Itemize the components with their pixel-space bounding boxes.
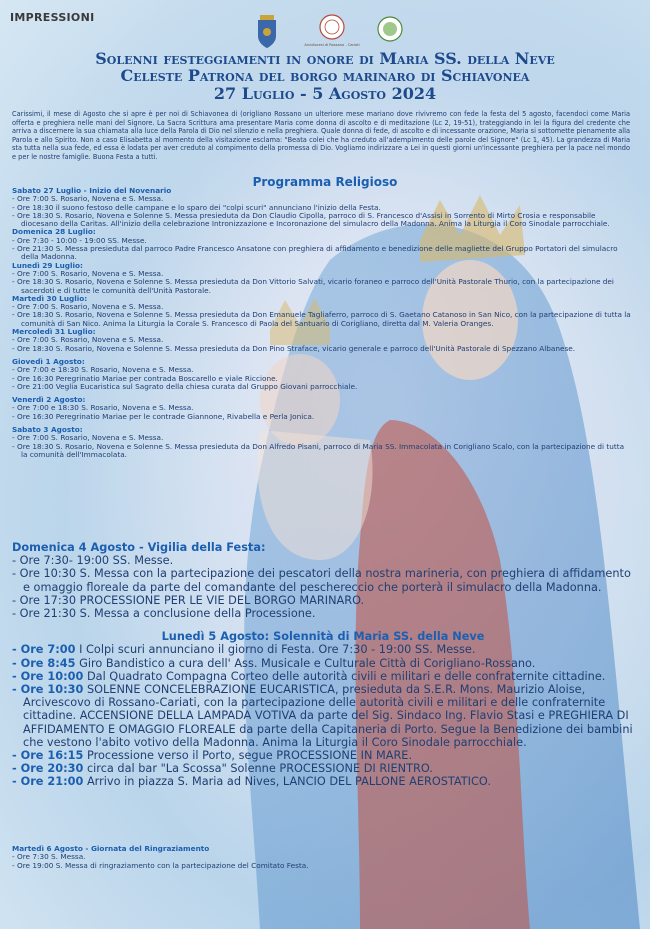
title-dates: 27 Luglio - 5 Agosto 2024 xyxy=(213,84,437,103)
program-item: - Ore 21:00 Veglia Eucaristica sul Sagrato della chiesa curata dal Gruppo Giovani parrocchiale. xyxy=(12,381,358,391)
event-text: Dal Quadrato Compagna Corteo delle autorità civili e militari e delle confraternite cittadine. xyxy=(83,669,606,683)
day-title: Sabato 27 Luglio - Inizio del Novenario xyxy=(12,186,172,195)
program-title: Programma Religioso xyxy=(252,175,398,189)
page-title xyxy=(0,50,650,103)
program-item: - Ore 16:30 Peregrinatio Mariae per le contrade Giannone, Rivabella e Perla Jonica. xyxy=(12,411,315,421)
monday-item xyxy=(12,670,634,683)
institution-logos xyxy=(252,12,412,50)
bullet-dash: - xyxy=(12,656,21,670)
event-time: Ore 8:45 xyxy=(20,656,76,670)
monday-items xyxy=(12,643,634,788)
tuesday-item: - Ore 7:30 S. Messa. xyxy=(12,852,86,862)
program-item: - Ore 21:30 S. Messa presieduta dal parroco Padre Francesco Ansatone con preghiera di affidamento e benedizione delle magliette del Gruppo Portatori del simulacro della Madonna. xyxy=(12,244,618,262)
event-time: Ore 10:30 xyxy=(20,683,84,697)
program-item: - Ore 7:00 S. Rosario, Novena e S. Messa. xyxy=(12,302,164,312)
program-item: - Ore 18:30 il suono festoso delle campane e lo sparo dei "colpi scuri" annunciano l'inizio della Festa. xyxy=(12,202,381,212)
archdiocese-seal-icon xyxy=(320,15,344,39)
tuesday-items xyxy=(12,853,612,870)
event-text: Arrivo in piazza S. Maria ad Nives, LANCIO DEL PALLONE AEROSTATICO. xyxy=(83,775,491,789)
monday-item xyxy=(12,643,634,656)
event-time: Ore 16:15 xyxy=(20,749,84,763)
event-time: Ore 20:30 xyxy=(20,762,84,776)
program-item: - Ore 16:30 Peregrinatio Mariae per contrada Boscarello e viale Riccione. xyxy=(12,373,278,383)
event-text: circa dal bar "La Scossa" Solenne PROCESSIONE DI RIENTRO. xyxy=(83,762,433,776)
bullet-dash: - xyxy=(12,775,21,789)
program-item: - Ore 7:30 - 10:00 - 19:00 SS. Messe. xyxy=(12,235,147,245)
event-text: SOLENNE CONCELEBRAZIONE EUCARISTICA, presieduta da S.E.R. Mons. Maurizio Aloise, Arcivescovo di Rossano-Cariati, con la partecipazione delle autorità civili e militari e delle confraternite cittadine. ACCENSIONE DELLA LAMPADA VOTIVA da parte del Sig. Sindaco Ing. Flavio Stasi e PREGHIERA DI AFFIDAMENTO E OMAGGIO FLOREALE da parte della Capitaneria di Porto. Segue la Benedizione dei bambini che vestono l'abito votivo della Madonna. Anima la Liturgia il Coro Sinodale parrocchiale. xyxy=(23,683,633,749)
program-item: - Ore 18:30 S. Rosario, Novena e Solenne S. Messa presieduta da Don Claudio Cipolla, parroco di S. Francesco d'Assisi in Sorrento di Mirto Crosia e responsabile diocesano della Caritas. All'inizio della celebrazione Intronizzazione e Incoronazione del simulacro della Madonna. Anima la Liturgia il Coro Sinodale parrocchiale. xyxy=(12,210,610,229)
title-line-2: Celeste Patrona del borgo marinaro di Schiavonea xyxy=(120,66,530,85)
program-item: - Ore 7:00 S. Rosario, Novena e S. Messa. xyxy=(12,433,164,443)
event-text: I Colpi scuri annunciano il giorno di Festa. Ore 7:30 - 19:00 SS. Messe. xyxy=(75,643,476,657)
program-item: - Ore 7:00 e 18:30 S. Rosario, Novena e S. Messa. xyxy=(12,365,194,375)
sunday-item: - Ore 10:30 S. Messa con la partecipazione dei pescatori della nostra marineria, con preghiera di affidamento e omaggio floreale da parte del comandante del peschereccio che porterà il simulacro della Madonna. xyxy=(12,567,631,594)
bullet-dash: - xyxy=(12,749,21,763)
monday-title: Lunedì 5 Agosto: Solennità di Maria SS. della Neve xyxy=(161,630,485,644)
day-title: Giovedì 1 Agosto: xyxy=(12,356,85,366)
bullet-dash: - xyxy=(12,683,21,697)
monday-item xyxy=(12,683,634,749)
program-item: - Ore 7:00 S. Rosario, Novena e S. Messa. xyxy=(12,268,164,278)
bullet-dash: - xyxy=(12,762,21,776)
intro-paragraph: Carissimi, il mese di Agosto che si apre è per noi di Schiavonea di (origliano Rossano un ulteriore mese mariano dove rivivremo con fede la festa del 5 agosto, facendoci come Maria offerta e preghiera nelle mani del Signore. La Sacra Scrittura ama presentare Maria come donna di ascolto e di meditazione (Lc 2, 19-51), trateggiando in lei la figura del credente che arriva a discernere la sua chiamata alla luce della Parola di Dio nel silenzio e nella preghiera. Quale donna di fede, di ascolto e di incessante orazione, Maria si sottomette pienamente alla Parola e allo Spirito. Non a caso Elisabetta al momento della visitazione esclama: "Beata colei che ha creduto all'adempimento delle parole del Signore" (Lc 1, 45). La grandezza di Maria sta tutta nella sua fede, ed essa è lodata per aver creduto al compimento della promessa di Dio. Vogliamo indirizzare a Lei in questi giorni un'incessante preghiera per la pace nel mondo e per le nostre famiglie. Buona Festa a tutti. xyxy=(12,110,630,161)
day-title: Martedì 30 Luglio: xyxy=(12,293,88,303)
day-title: Domenica 28 Luglio: xyxy=(12,227,96,237)
publisher-logo: IMPRESSIONI xyxy=(10,11,95,24)
tuesday-section xyxy=(12,845,612,870)
monday-item xyxy=(12,657,634,670)
program-list xyxy=(12,187,632,459)
program-item: - Ore 18:30 S. Rosario, Novena e Solenne S. Messa presieduta da Don Emanuele Tagliaferro, parroco di S. Gaetano Catanoso in San Nico, con la partecipazione di tutta la comunità di San Nico. Anima la Liturgia la Corale S. Francesco di Paola del Santuario di Corigliano, diretta dal M. Valeria Oranges. xyxy=(12,310,631,328)
event-text: Giro Bandistico a cura dell' Ass. Musicale e Culturale Città di Corigliano-Rossano. xyxy=(75,656,536,670)
program-item: - Ore 7:00 S. Rosario, Novena e S. Messa. xyxy=(12,194,164,204)
tuesday-title: Martedì 6 Agosto - Giornata del Ringraziamento xyxy=(12,844,210,853)
monday-item xyxy=(12,762,634,775)
program-item: - Ore 7:00 e 18:30 S. Rosario, Novena e S. Messa. xyxy=(12,403,194,413)
sunday-item: - Ore 21:30 S. Messa a conclusione della Processione. xyxy=(12,607,316,621)
tuesday-item: - Ore 19:00 S. Messa di ringraziamento con la partecipazione del Comitato Festa. xyxy=(12,860,309,870)
program-item: - Ore 18:30 S. Rosario, Novena e Solenne S. Messa presieduta da Don Alfredo Pisani, parroco di Maria SS. Immacolata in Corigliano Scalo, con la partecipazione di tutta la comunità dell'Immacolata. xyxy=(12,441,625,459)
sunday-item: - Ore 17:30 PROCESSIONE PER LE VIE DEL BORGO MARINARO. xyxy=(12,593,365,607)
sunday-item: - Ore 7:30- 19:00 SS. Messe. xyxy=(12,554,174,568)
day-title: Venerdì 2 Agosto: xyxy=(12,395,86,405)
main-days xyxy=(12,541,634,789)
committee-logo-icon xyxy=(378,17,402,41)
sunday-title: Domenica 4 Agosto - Vigilia della Festa: xyxy=(12,541,266,554)
monday-item xyxy=(12,749,634,762)
title-line-1: Solenni festeggiamenti in onore di Maria SS. della Neve xyxy=(95,49,555,68)
monday-item xyxy=(12,775,634,788)
program-item: - Ore 18:30 S. Rosario, Novena e Solenne S. Messa presieduta da Don Vittorio Salvati, vicario foraneo e parroco dell'Unità Pastorale Thurio, con la partecipazione dei sacerdoti e di tutte le comunità dell'Unità Pastorale. xyxy=(12,277,614,295)
city-coat-of-arms-icon xyxy=(258,15,276,48)
event-time: Ore 21:00 xyxy=(20,775,84,789)
archdiocese-name: Arcidiocesi di Rossano - Cariati xyxy=(304,43,360,47)
event-time: Ore 7:00 xyxy=(20,643,76,657)
day-title: Sabato 3 Agosto: xyxy=(12,425,83,435)
event-text: Processione verso il Porto, segue PROCESSIONE IN MARE. xyxy=(83,749,413,763)
day-title: Mercoledì 31 Luglio: xyxy=(12,327,96,337)
bullet-dash: - xyxy=(12,669,21,683)
program-item: - Ore 18:30 S. Rosario, Novena e Solenne S. Messa presieduta da Don Pino Straface, vicario generale e parroco dell'Unità Pastorale di Spezzano Albanese. xyxy=(12,343,576,353)
event-time: Ore 10:00 xyxy=(20,669,84,683)
sunday-items xyxy=(12,554,634,620)
bullet-dash: - xyxy=(12,643,21,657)
day-title: Lunedì 29 Luglio: xyxy=(12,260,83,270)
program-item: - Ore 7:00 S. Rosario, Novena e S. Messa. xyxy=(12,335,164,345)
